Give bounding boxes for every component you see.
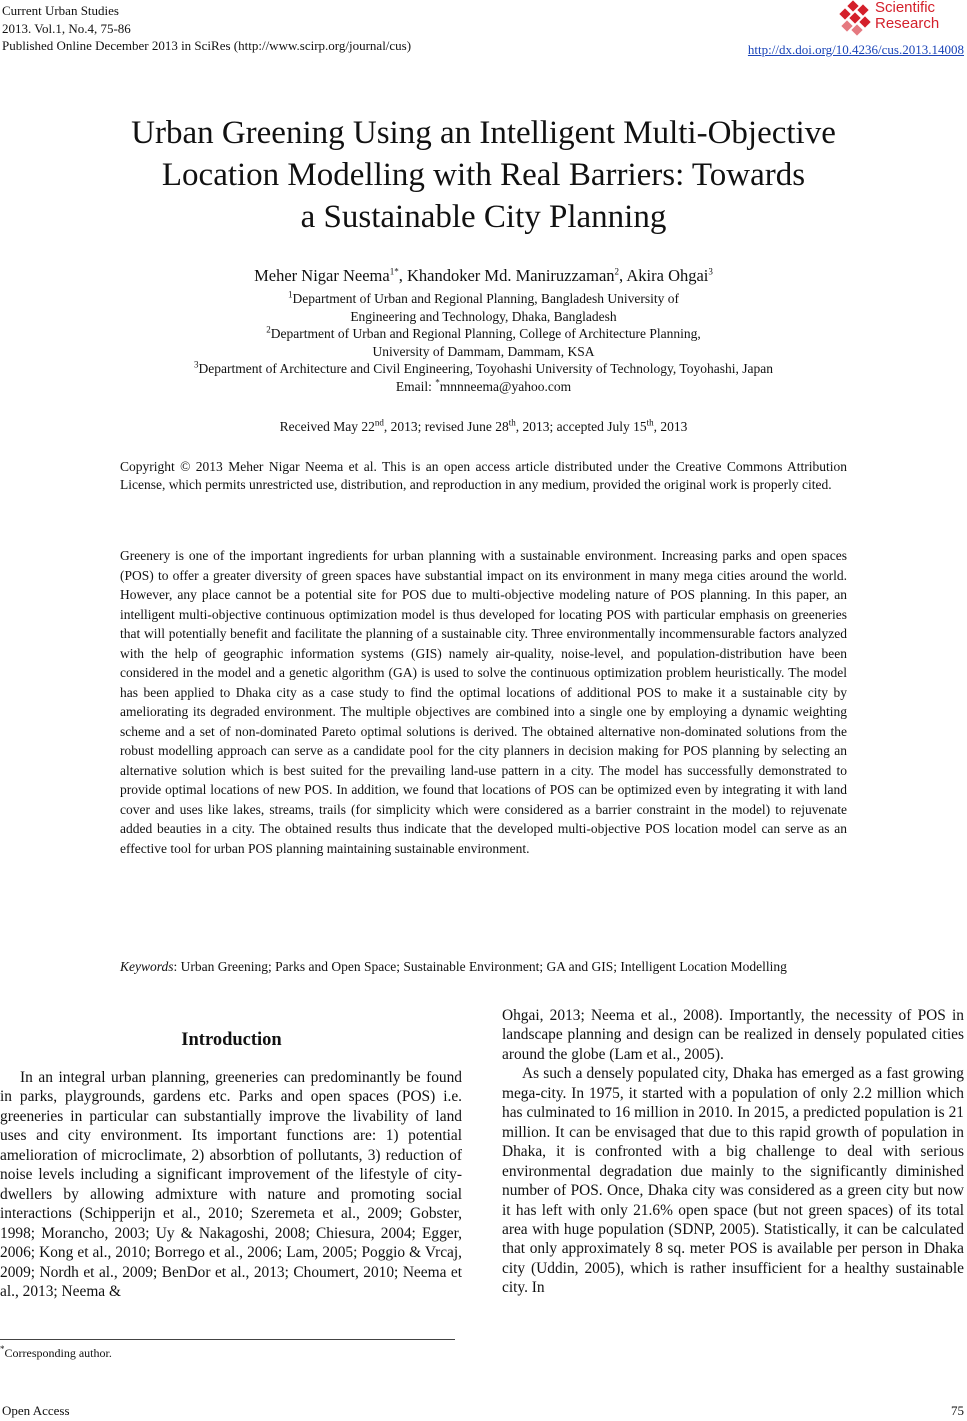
affiliation-1-line1 xyxy=(60,290,907,308)
footnote-divider xyxy=(0,1339,455,1340)
affiliation-2-sup: 2 xyxy=(266,324,271,335)
affiliation-3-sup: 3 xyxy=(194,359,199,370)
author-3: , Akira Ohgai xyxy=(619,266,709,285)
received-part4: , 2013 xyxy=(653,419,688,434)
received-part1: Received May 22 xyxy=(279,419,375,434)
email-sup: * xyxy=(435,377,440,387)
author-list xyxy=(60,266,907,286)
received-part2: , 2013; revised June 28 xyxy=(383,419,509,434)
paper-title xyxy=(60,112,907,238)
author-3-sup: 3 xyxy=(708,266,713,277)
keywords-label: Keywords xyxy=(120,959,174,974)
abstract: Greenery is one of the important ingredients for urban planning with a sustainable environment. Increasing parks and open spaces (POS) to offer a greater diversity of green spaces have substantial impact on its environment in many mega cities around the world. However, any place cannot be a potential site for POS due to multi-objective modeling nature of POS planning. In this paper, an intelligent multi-objective continuous optimization model is thus developed for locating POS with particular emphasis on greeneries that will potentially benefit and facilitate the planning of a sustainable city. Three environmentally incommensurable factors analyzed with the help of geographic information systems (GIS) namely air-quality, noise-level, and population-distribution have been considered in the model and a genetic algorithm (GA) is used to solve the continuous optimization problem heuristically. The model has been applied to Dhaka city as a case study to find the optimal locations of additional POS to make it a sustainable city by ameliorating its degraded environment. The multiple objectives are combined into a single one by employing a dynamic weighting scheme and a set of non-dominated Pareto optimal solutions is derived. The obtained alternative non-dominated solutions from the robust modelling approach can serve as a candidate pool for the city planners in decision making for POS planning by selecting an alternative solution which is best suited for the prevailing land-use pattern in a city. The model has successfully demonstrated to provide optimal locations of new POS. In addition, we found that locations of POS can be optimized even by integrating it with land cover and uses like lakes, streams, trails (for simplicity which were considered as a barrier constraint in the model) to rejuvenate added beauties in a city. The obtained results thus indicate that the developed multi-objective POS location model can serve as an effective tool for urban POS planning maintaining sustainable environment. xyxy=(120,548,847,856)
footnote xyxy=(0,1346,112,1361)
logo-line2: Research xyxy=(875,15,940,32)
received-sup2: th xyxy=(508,417,516,428)
title-line2: Location Modelling with Real Barriers: Towards xyxy=(161,157,806,193)
footnote-sup: * xyxy=(0,1344,5,1354)
title-line1: Urban Greening Using an Intelligent Multi-Objective xyxy=(131,115,836,151)
footer-open-access: Open Access xyxy=(2,1403,70,1418)
affiliation-1-sup: 1 xyxy=(287,289,293,300)
affiliation-1-line2: Engineering and Technology, Dhaka, Bangladesh xyxy=(350,308,617,324)
author-2: , Khandoker Md. Maniruzzaman xyxy=(398,266,615,285)
affiliation-2-line2: University of Dammam, Dammam, KSA xyxy=(372,343,595,359)
intro-paragraph-2: As such a densely populated city, Dhaka has emerged as a fast growing mega-city. In 1975, it started with a population of only 2.2 million which has culminated to 16 million in 2010. In 2015, a predicted population is 21 million. It can be envisaged that due to this rapid growth of population in Dhaka, it is confronted with a big challenge to deal with serious environmental degradation due mainly to the significantly diminished number of POS. Once, Dhaka city was considered as a green city but now it has left with only 21.6% open space (but not green spaces) of its total area with huge population (SDNP, 2005). Statistically, it can be calculated that only approximately 8 sq. meter POS is available per person in Dhaka city (Uddin, 2005), which is rather insufficient for a healthy sustainable city. In xyxy=(502,1065,964,1297)
journal-header xyxy=(2,2,411,55)
page-number: 75 xyxy=(951,1403,964,1418)
keywords: Keywords: Urban Greening; Parks and Open Space; Sustainable Environment; GA and GIS; Intelligent Location Modelling xyxy=(120,957,847,977)
author-1: Meher Nigar Neema xyxy=(254,266,390,285)
affiliation-2-text: Department of Urban and Regional Planning, College of Architecture Planning, xyxy=(270,326,701,341)
affiliation-3-line1 xyxy=(60,360,907,378)
copyright-notice: Copyright © 2013 Meher Nigar Neema et al. This is an open access article distributed under the Creative Commons Attribution License, which permits unrestricted use, distribution, and reproduction in any medium, provided the original work is properly cited. xyxy=(120,459,847,492)
received-sup1: nd xyxy=(374,417,384,428)
affiliation-2-line1 xyxy=(60,325,907,343)
received-dates xyxy=(60,419,907,435)
email-address[interactable]: mnnneema@yahoo.com xyxy=(439,378,572,394)
footnote-text: Corresponding author. xyxy=(4,1346,112,1360)
journal-volume: 2013. Vol.1, No.4, 75-86 xyxy=(2,20,131,36)
affiliation-1-text: Department of Urban and Regional Planning, Bangladesh University of xyxy=(292,291,680,306)
keywords-values: Urban Greening; Parks and Open Space; Sustainable Environment; GA and GIS; Intelligent Location Modelling xyxy=(180,959,787,974)
email-label: Email: xyxy=(395,378,436,394)
received-sup3: th xyxy=(646,417,654,428)
right-column xyxy=(502,1006,964,1298)
journal-name: Current Urban Studies xyxy=(2,3,119,18)
email-line xyxy=(60,378,907,396)
scientific-research-logo xyxy=(833,0,963,36)
intro-paragraph-1: In an integral urban planning, greeneries can predominantly be found in parks, playgrounds, gardens etc. Parks and open spaces (POS) i.e. greeneries in particular can substantially improve the livability of land uses and city environment. Its important functions are: 1) potential amelioration of microclimate, 2) absorbtion of pollutants, 3) reduction of noise levels including a significant improvement of the lifestyle of city-dwellers by allowing admixture with nature and promoting social interactions (Schipperijn et al., 2010; Szeremeta et al., 2009; Gobster, 1998; Morancho, 2003; Uy & Nakagoshi, 2008; Chiesura, 2004; Egger, 2006; Kong et al., 2010; Borrego et al., 2006; Lam, 2005; Poggio & Vrcaj, 2009; Nordh et al., 2009; BenDor et al., 2013; Choumert, 2010; Neema et al., 2013; Neema & xyxy=(0,1069,462,1300)
journal-published: Published Online December 2013 in SciRes (http://www.scirp.org/journal/cus) xyxy=(2,38,412,53)
affiliations xyxy=(60,290,907,395)
author-2-sup: 2 xyxy=(614,266,620,277)
author-1-sup: 1* xyxy=(389,266,399,277)
affiliation-3-text: Department of Architecture and Civil Engineering, Toyohashi University of Technology, Toyohashi, Japan xyxy=(198,361,773,376)
logo-line1: Scientific xyxy=(875,0,936,16)
title-line3: a Sustainable City Planning xyxy=(300,199,667,235)
left-column xyxy=(0,1068,462,1301)
received-part3: , 2013; accepted July 15 xyxy=(515,419,647,434)
doi-link[interactable]: http://dx.doi.org/10.4236/cus.2013.14008 xyxy=(747,42,964,57)
intro-paragraph-1-continued: Ohgai, 2013; Neema et al., 2008). Importantly, the necessity of POS in landscape planning and design can be realized in densely populated cities around the globe (Lam et al., 2005). xyxy=(502,1007,964,1063)
section-heading-introduction: Introduction xyxy=(181,1030,282,1050)
